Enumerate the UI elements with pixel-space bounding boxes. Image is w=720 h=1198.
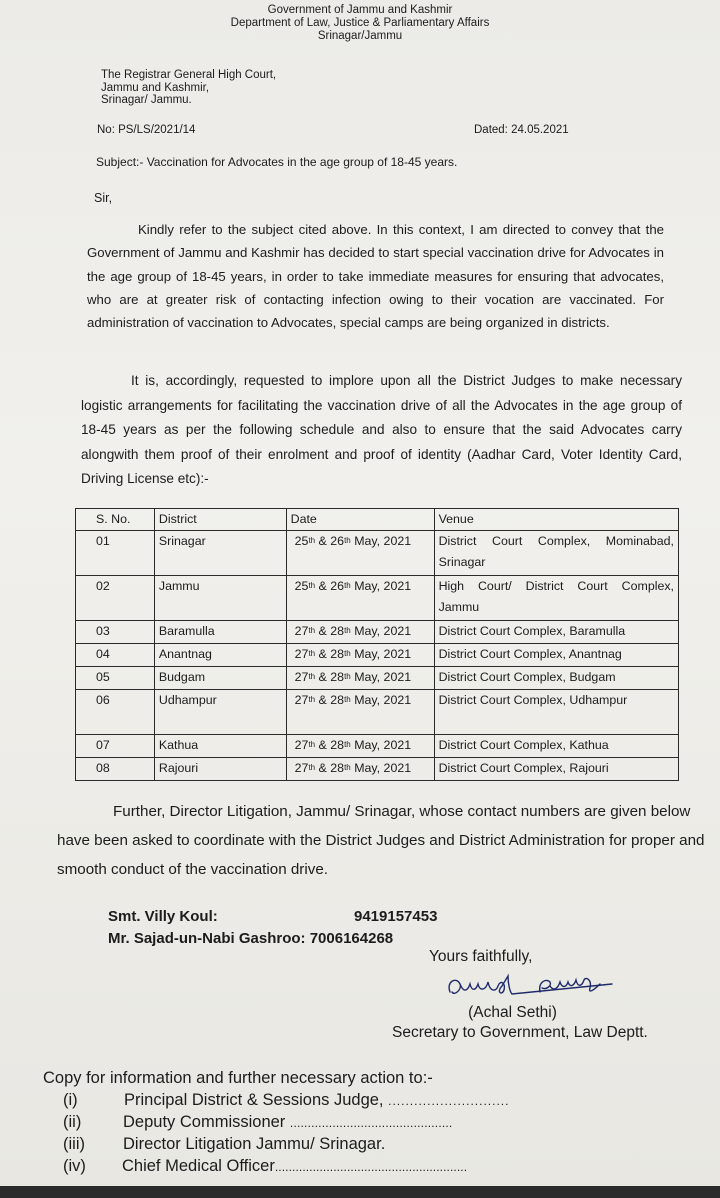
list-item-dots: .............................................. [289, 1116, 453, 1130]
date-day-1: 27 [294, 670, 309, 684]
date-day-1: 25 [294, 534, 309, 548]
contact-1-name: Smt. Villy Koul: [108, 908, 218, 925]
cell-sno: 01 [76, 531, 155, 576]
cell-venue: District Court Complex, Budgam [434, 667, 678, 690]
table-header-row [76, 509, 679, 531]
date-day-2: 26 [330, 579, 345, 593]
list-item-text: Deputy Commissioner [123, 1113, 286, 1131]
date-suffix: th [308, 740, 316, 749]
cell-venue: District Court Complex, Rajouri [434, 758, 678, 781]
date-month: May, 2021 [354, 761, 412, 775]
col-header-date: Date [286, 509, 434, 531]
cell-venue: District Court Complex, Anantnag [434, 644, 678, 667]
contact-1 [108, 907, 218, 927]
paragraph-3: Further, Director Litigation, Jammu/ Srinagar, whose contact numbers are given below have been asked to coordinate with the District Judges and District Administration for proper and smooth conduct of the vaccination drive. [57, 803, 705, 878]
cell-date: 25th & 26th May, 2021 [286, 531, 434, 576]
table-row [76, 735, 679, 758]
cell-venue: District Court Complex, Udhampur [434, 690, 678, 735]
list-item [63, 1111, 509, 1133]
addressee-block [101, 69, 276, 107]
date-month: May, 2021 [354, 647, 412, 661]
header-line-2: Department of Law, Justice & Parliamentary Affairs [230, 17, 490, 29]
cell-sno: 08 [76, 758, 155, 781]
date-suffix: th [308, 649, 316, 658]
cell-sno: 05 [76, 667, 155, 690]
table-row [76, 690, 679, 735]
date-day-2: 28 [330, 670, 345, 684]
col-header-sno: S. No. [76, 509, 155, 531]
date-suffix: th [344, 536, 351, 545]
cell-date: 27th & 28th May, 2021 [286, 644, 434, 667]
cell-date: 25th & 26th May, 2021 [286, 576, 434, 621]
addressee-line-3: Srinagar/ Jammu. [101, 94, 192, 106]
schedule-table [75, 508, 679, 781]
date-suffix: th [308, 672, 316, 681]
col-header-venue: Venue [434, 509, 678, 531]
cell-venue: District Court Complex, Mominabad, Srinagar [434, 531, 678, 576]
subject-line: Subject:- Vaccination for Advocates in the age group of 18-45 years. [96, 155, 458, 169]
date-suffix: th [344, 740, 351, 749]
letter-date: Dated: 24.05.2021 [474, 124, 569, 136]
date-suffix: th [344, 763, 351, 772]
signatory-title: Secretary to Government, Law Deptt. [392, 1024, 648, 1041]
list-item-text: Principal District & Sessions Judge, [124, 1091, 384, 1109]
addressee-line-1: The Registrar General High Court, [101, 69, 277, 81]
date-day-2: 28 [330, 761, 345, 775]
date-day-1: 27 [294, 693, 309, 707]
date-month: May, 2021 [354, 534, 412, 548]
list-item-number: (iii) [63, 1135, 85, 1153]
cell-district: Rajouri [154, 758, 286, 781]
cell-venue: District Court Complex, Baramulla [434, 621, 678, 644]
copy-heading: Copy for information and further necessary action to:- [43, 1069, 433, 1087]
cell-date: 27th & 28th May, 2021 [286, 667, 434, 690]
cell-district: Baramulla [154, 621, 286, 644]
cell-venue: District Court Complex, Kathua [434, 735, 678, 758]
signatory-name: (Achal Sethi) [468, 1004, 557, 1021]
cell-district: Kathua [154, 735, 286, 758]
handwritten-signature [442, 970, 617, 1006]
header-line-3: Srinagar/Jammu [317, 30, 403, 42]
col-header-district: District [154, 509, 286, 531]
table-row [76, 621, 679, 644]
date-month: May, 2021 [354, 579, 412, 593]
date-day-1: 27 [294, 647, 309, 661]
cell-date: 27th & 28th May, 2021 [286, 735, 434, 758]
cell-district: Udhampur [154, 690, 286, 735]
date-suffix: th [308, 695, 316, 704]
list-item [63, 1155, 509, 1177]
cell-venue: High Court/ District Court Complex, Jammu [434, 576, 678, 621]
list-item-dots: ........................................................ [274, 1160, 468, 1174]
closing-phrase: Yours faithfully, [429, 948, 533, 965]
cell-district: Anantnag [154, 644, 286, 667]
cell-sno: 07 [76, 735, 155, 758]
addressee-line-2: Jammu and Kashmir, [101, 81, 210, 94]
date-suffix: th [308, 536, 316, 545]
date-day-1: 27 [294, 624, 309, 638]
list-item [63, 1089, 509, 1111]
cell-sno: 03 [76, 621, 155, 644]
list-item-text: Director Litigation Jammu/ Srinagar. [123, 1135, 386, 1153]
cell-district: Srinagar [154, 531, 286, 576]
cell-date: 27th & 28th May, 2021 [286, 621, 434, 644]
cell-sno: 02 [76, 576, 155, 621]
list-item-number: (ii) [63, 1113, 82, 1131]
date-suffix: th [308, 626, 316, 635]
list-item-text: Chief Medical Officer [122, 1157, 275, 1175]
table-row [76, 531, 679, 576]
table-row [76, 576, 679, 621]
cell-district: Budgam [154, 667, 286, 690]
bottom-edge-strip [0, 1186, 720, 1198]
date-suffix: th [344, 626, 351, 635]
date-day-1: 27 [294, 761, 309, 775]
contact-1-phone: 9419157453 [354, 908, 438, 925]
date-suffix: th [344, 649, 351, 658]
list-item-number: (iv) [63, 1157, 86, 1175]
date-month: May, 2021 [354, 670, 412, 684]
table-row [76, 758, 679, 781]
salutation: Sir, [94, 191, 113, 205]
header-line-1: Government of Jammu and Kashmir [267, 4, 453, 16]
list-item-number: (i) [63, 1091, 78, 1109]
cell-sno: 06 [76, 690, 155, 735]
cell-sno: 04 [76, 644, 155, 667]
cell-date: 27th & 28th May, 2021 [286, 758, 434, 781]
list-item [63, 1133, 509, 1155]
list-item-dots: ............................ [388, 1094, 510, 1108]
date-day-1: 27 [294, 738, 309, 752]
cell-district: Jammu [154, 576, 286, 621]
date-suffix: th [308, 763, 316, 772]
date-suffix: th [344, 581, 351, 590]
date-day-2: 26 [330, 534, 345, 548]
paragraph-1: Kindly refer to the subject cited above. In this context, I am directed to convey that the Government of Jammu and Kashmir has decided to start special vaccination drive for Advocates in the age group of 18-45 years, in order to take immediate measures for ensuring that advocates, who are at greater risk of contacting infection owing to their vocation are vaccinated. For administration of vaccination to Advocates, special camps are being organized in districts. [87, 222, 664, 331]
reference-number: No: PS/LS/2021/14 [97, 124, 196, 136]
date-day-1: 25 [294, 579, 309, 593]
date-suffix: th [344, 695, 351, 704]
govt-header [0, 4, 720, 43]
table-row [76, 667, 679, 690]
contact-2-name: Mr. Sajad-un-Nabi Gashroo: [108, 930, 306, 947]
date-day-2: 28 [330, 647, 345, 661]
date-day-2: 28 [330, 624, 345, 638]
copy-list [63, 1089, 509, 1177]
date-month: May, 2021 [354, 738, 412, 752]
date-suffix: th [308, 581, 316, 590]
cell-date: 27th & 28th May, 2021 [286, 690, 434, 735]
paragraph-2: It is, accordingly, requested to implore upon all the District Judges to make necessary logistic arrangements for facilitating the vaccination drive of all the Advocates in the age group of 18-45 years as per the following schedule and also to ensure that the said Advocates carry alongwith them proof of their enrolment and proof of identity (Aadhar Card, Voter Identity Card, Driving License etc):- [81, 373, 682, 487]
contact-2-phone: 7006164268 [309, 930, 394, 947]
date-day-2: 28 [330, 738, 345, 752]
date-month: May, 2021 [354, 693, 412, 707]
date-month: May, 2021 [354, 624, 412, 638]
contact-2 [108, 929, 393, 949]
table-row [76, 644, 679, 667]
date-day-2: 28 [330, 693, 345, 707]
date-suffix: th [344, 672, 351, 681]
